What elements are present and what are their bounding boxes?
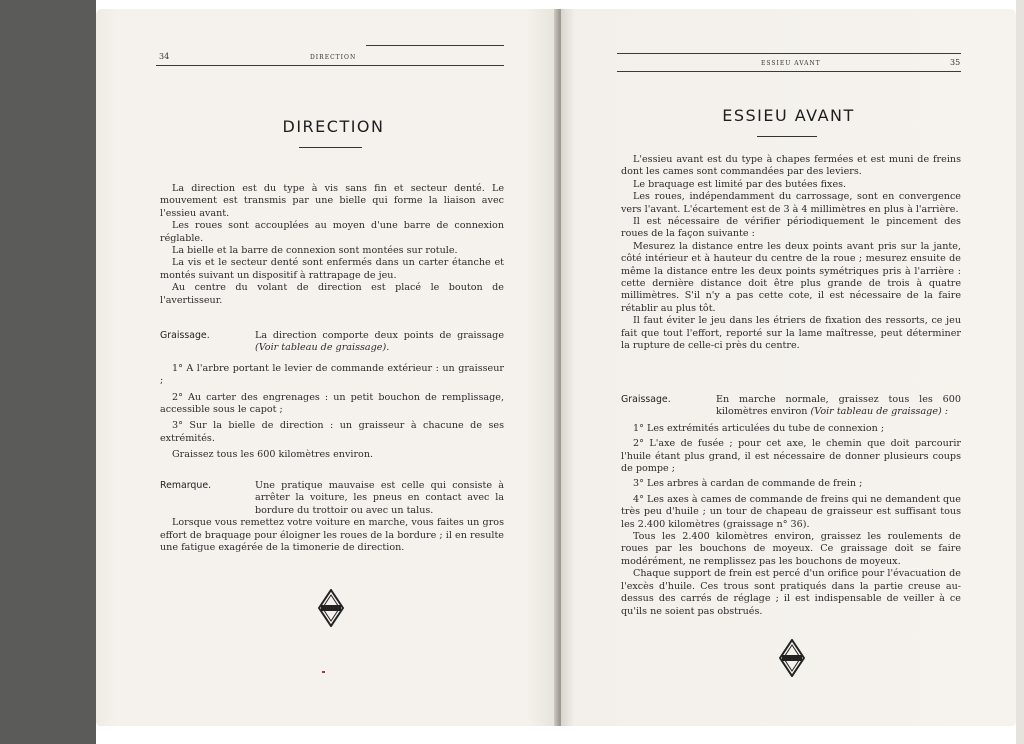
header-rule-top bbox=[366, 45, 504, 46]
page-mark bbox=[322, 671, 325, 673]
paragraph: Les roues sont accouplées au moyen d'une barre de connexion réglable. bbox=[160, 220, 504, 244]
renault-diamond-logo bbox=[318, 589, 344, 627]
remarque-closing: Lorsque vous remettez votre voiture en marche, vous faites un gros effort de braquage pour éloigner les roues de la bordure ; il en resulte une fatigue exagérée de la timonerie de direction. bbox=[160, 517, 504, 554]
running-head: ESSIEU AVANT bbox=[761, 60, 821, 67]
list-item: 3° Les arbres à cardan de commande de frein ; bbox=[633, 478, 863, 490]
paragraph: Au centre du volant de direction est placé le bouton de l'avertisseur. bbox=[160, 282, 504, 306]
list-item: 4° Les axes à cames de commande de freins qui ne demandent que très peu d'huile ; un tour de chapeau de graisseur est suffisant tous les 2.400 kilomètres (graissage n° 36). bbox=[621, 493, 961, 530]
list-item: 1° A l'arbre portant le levier de commande extérieur : un graisseur ; bbox=[160, 362, 504, 387]
graissage-section bbox=[160, 330, 504, 462]
page-number: 35 bbox=[950, 58, 961, 67]
graissage-reference: (Voir tableau de graissage). bbox=[255, 342, 390, 354]
graissage-intro: En marche normale, graissez tous les 600 kilomètres environ bbox=[716, 394, 961, 418]
paragraph: La bielle et la barre de connexion sont montées sur rotule. bbox=[172, 245, 458, 257]
list-item: 2° L'axe de fusée ; pour cet axe, le chemin que doit parcourir l'huile étant plus grand, il est nécessaire de donner plusieurs coups de pompe ; bbox=[621, 438, 961, 475]
graissage-closing: Graissez tous les 600 kilomètres environ. bbox=[172, 449, 374, 461]
page-title: DIRECTION bbox=[282, 117, 385, 136]
header-rule-bottom bbox=[156, 65, 504, 66]
remarque-body: Une pratique mauvaise est celle qui consiste à arrêter la voiture, les pneus en contact avec la bordure du trottoir ou avec un talus. bbox=[255, 480, 504, 516]
body-text bbox=[621, 154, 961, 353]
graissage-closing: Chaque support de frein est percé d'un orifice pour l'évacuation de l'excès d'huile. Ces trous sont pratiqués dans la partie creuse au-dessus des carrés de réglage ; il est indispensable de veiller à ce qu'ils ne soient pas obstrués. bbox=[621, 568, 961, 617]
right-page bbox=[561, 9, 1016, 726]
body-text bbox=[160, 183, 504, 307]
section-label: Graissage. bbox=[160, 330, 210, 341]
paragraph: La direction est du type à vis sans fin et secteur denté. Le mouvement est transmis par une bielle qui forme la liaison avec l'essieu avant. bbox=[160, 183, 504, 219]
left-page bbox=[96, 9, 561, 726]
header-rule-top bbox=[617, 53, 961, 54]
graissage-section bbox=[621, 394, 961, 618]
remarque-section bbox=[160, 480, 504, 554]
paragraph: La vis et le secteur denté sont enfermés dans un carter étanche et montés suivant un dispositif à rattrapage de jeu. bbox=[160, 257, 504, 281]
paragraph: Les roues, indépendamment du carrossage, sont en convergence vers l'avant. L'écartement est de 3 à 4 millimètres en plus à l'arrière. bbox=[621, 191, 961, 215]
paragraph: Il faut éviter le jeu dans les étriers de fixation des ressorts, ce jeu fait que tout l'effort, reporté sur la lame maîtresse, peut déterminer la rupture de celle-ci près du centre. bbox=[621, 315, 961, 352]
paragraph: L'essieu avant est du type à chapes fermées et est muni de freins dont les cames sont commandées par des leviers. bbox=[621, 154, 961, 178]
section-label: Remarque. bbox=[160, 480, 212, 491]
running-head: DIRECTION bbox=[310, 54, 357, 61]
renault-diamond-logo bbox=[779, 639, 805, 677]
graissage-intro: La direction comporte deux points de graissage bbox=[255, 330, 504, 341]
title-underline bbox=[299, 147, 362, 148]
scan-background bbox=[0, 0, 96, 744]
paragraph: Le braquage est limité par des butées fixes. bbox=[633, 178, 847, 190]
graissage-reference: (Voir tableau de graissage) : bbox=[810, 406, 949, 418]
list-item: 2° Au carter des engrenages : un petit bouchon de remplissage, accessible sous le capot ; bbox=[160, 391, 504, 416]
header-rule-bottom bbox=[617, 71, 961, 72]
list-item: 1° Les extrémités articulées du tube de connexion ; bbox=[633, 422, 885, 434]
page-number: 34 bbox=[159, 52, 170, 61]
scan-edge bbox=[1016, 0, 1024, 744]
list-item: 3° Sur la bielle de direction : un graisseur à chacune de ses extrémités. bbox=[160, 420, 504, 444]
section-label: Graissage. bbox=[621, 394, 671, 405]
page-title: ESSIEU AVANT bbox=[722, 106, 855, 125]
paragraph: Il est nécessaire de vérifier périodiquement le pincement des roues de la façon suivante : bbox=[621, 216, 961, 240]
title-underline bbox=[757, 136, 817, 137]
graissage-closing: Tous les 2.400 kilomètres environ, graissez les roulements de roues par les bouchons de moyeux. Ce graissage doit se faire modérément, ne remplissez pas les bouchons de moyeux. bbox=[621, 531, 961, 567]
paragraph: Mesurez la distance entre les deux points avant pris sur la jante, côté intérieur et à hauteur du centre de la roue ; mesurez ensuite de même la distance entre les deux points symétriques pris à l'arrière : cette dernière distance doit être plus grande de trois à quatre millimètres. S'il n'y a pas cette cote, il est nécessaire de la faire rétablir au plus tôt. bbox=[621, 240, 961, 314]
